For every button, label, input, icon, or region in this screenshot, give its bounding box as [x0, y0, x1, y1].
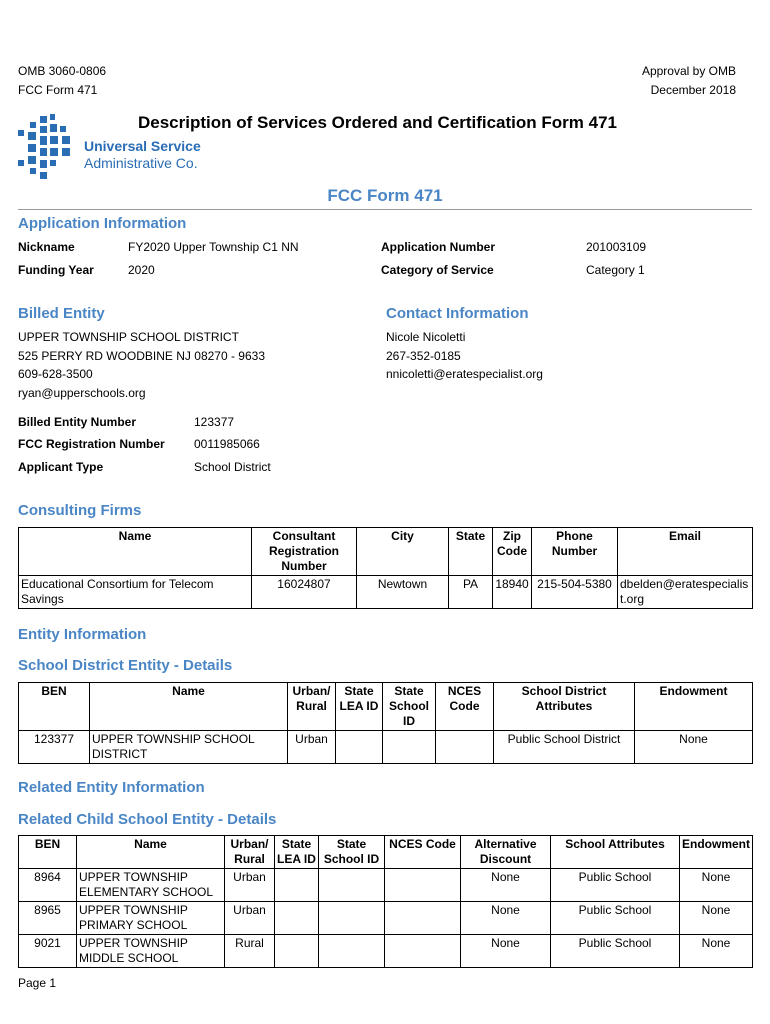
application-heading: Application Information — [18, 215, 187, 232]
col-endowment: Endowment — [680, 836, 753, 869]
col-zip: Zip Code — [493, 528, 532, 576]
child-attributes: Public School — [551, 869, 680, 902]
col-attributes: School Attributes — [551, 836, 680, 869]
child-ben: 8965 — [19, 902, 77, 935]
child-name: UPPER TOWNSHIP ELEMENTARY SCHOOL — [77, 869, 225, 902]
contact-name: Nicole Nicoletti — [386, 330, 466, 344]
child-endowment: None — [680, 935, 753, 968]
billed-entity-address-block — [18, 328, 265, 402]
table-row — [19, 935, 753, 968]
fcc-reg-label: FCC Registration Number — [18, 437, 165, 451]
contact-heading: Contact Information — [386, 305, 529, 322]
table-row — [19, 869, 753, 902]
child-name: UPPER TOWNSHIP MIDDLE SCHOOL — [77, 935, 225, 968]
child-attributes: Public School — [551, 935, 680, 968]
related-header-row — [19, 836, 753, 869]
usac-logo-mark — [14, 114, 76, 184]
col-urban: Urban/ Rural — [288, 683, 336, 731]
district-name: UPPER TOWNSHIP SCHOOL DISTRICT — [90, 731, 288, 764]
form-subtitle: FCC Form 471 — [327, 186, 443, 205]
col-reg: Consultant Registration Number — [252, 528, 357, 576]
school-district-heading: School District Entity - Details — [18, 657, 233, 674]
billed-entity-address: 525 PERRY RD WOODBINE NJ 08270 - 9633 — [18, 348, 265, 363]
col-name: Name — [77, 836, 225, 869]
col-attributes: School District Attributes — [494, 683, 635, 731]
district-lea — [336, 731, 383, 764]
col-state: State — [449, 528, 493, 576]
funding-year-value: 2020 — [128, 263, 155, 277]
col-ben: BEN — [19, 836, 77, 869]
col-email: Email — [618, 528, 753, 576]
child-nces — [385, 935, 461, 968]
firm-reg: 16024807 — [252, 576, 357, 609]
district-header-row — [19, 683, 753, 731]
child-lea — [275, 902, 319, 935]
child-endowment: None — [680, 902, 753, 935]
category-label: Category of Service — [381, 263, 494, 277]
consulting-table — [18, 527, 753, 609]
fcc-reg-value: 0011985066 — [194, 437, 260, 451]
district-urban: Urban — [288, 731, 336, 764]
document-title: Description of Services Ordered and Certification Form 471 — [138, 113, 617, 132]
funding-year-label: Funding Year — [18, 263, 94, 277]
table-row — [19, 902, 753, 935]
school-district-table — [18, 682, 753, 764]
child-discount: None — [461, 869, 551, 902]
child-ben: 8964 — [19, 869, 77, 902]
logo-line-1: Universal Service — [84, 138, 201, 154]
approval-label: Approval by OMB — [641, 64, 736, 78]
firm-email: dbelden@eratespecialist.org — [618, 576, 753, 609]
approval-date: December 2018 — [650, 83, 736, 97]
application-number-value: 201003109 — [586, 240, 647, 254]
col-lea: State LEA ID — [336, 683, 383, 731]
firm-name: Educational Consortium for Telecom Savings — [19, 576, 252, 609]
col-endowment: Endowment — [635, 683, 753, 731]
form-number: FCC Form 471 — [18, 83, 98, 97]
page-number: Page 1 — [18, 976, 57, 990]
logo-line-2: Administrative Co. — [84, 155, 198, 171]
child-school-id — [319, 869, 385, 902]
ben-label: Billed Entity Number — [18, 415, 137, 429]
district-attributes: Public School District — [494, 731, 635, 764]
child-discount: None — [461, 935, 551, 968]
contact-phone: 267-352-0185 — [386, 348, 461, 363]
col-city: City — [357, 528, 449, 576]
col-ben: BEN — [19, 683, 90, 731]
child-discount: None — [461, 902, 551, 935]
omb-number: OMB 3060-0806 — [18, 64, 107, 78]
nickname-label: Nickname — [18, 240, 75, 254]
child-lea — [275, 869, 319, 902]
contact-email: nnicoletti@eratespecialist.org — [386, 367, 543, 381]
col-name: Name — [19, 528, 252, 576]
child-school-id — [319, 902, 385, 935]
consulting-heading: Consulting Firms — [18, 502, 142, 519]
col-lea: State LEA ID — [275, 836, 319, 869]
col-nces: NCES Code — [385, 836, 461, 869]
col-school-id: State School ID — [319, 836, 385, 869]
child-attributes: Public School — [551, 902, 680, 935]
related-heading: Related Entity Information — [18, 779, 205, 796]
firm-phone: 215-504-5380 — [532, 576, 618, 609]
firm-state: PA — [449, 576, 493, 609]
child-lea — [275, 935, 319, 968]
billed-entity-email: ryan@upperschools.org — [18, 385, 146, 400]
col-nces: NCES Code — [436, 683, 494, 731]
category-value: Category 1 — [586, 263, 645, 277]
contact-block — [386, 328, 543, 384]
billed-entity-phone: 609-628-3500 — [18, 367, 93, 381]
child-nces — [385, 869, 461, 902]
col-discount: Alternative Discount — [461, 836, 551, 869]
related-child-heading: Related Child School Entity - Details — [18, 811, 277, 828]
child-ben: 9021 — [19, 935, 77, 968]
billed-entity-name: UPPER TOWNSHIP SCHOOL DISTRICT — [18, 330, 239, 344]
col-phone: Phone Number — [532, 528, 618, 576]
related-child-table — [18, 835, 753, 968]
col-name: Name — [90, 683, 288, 731]
header-rule — [18, 209, 752, 210]
district-ben: 123377 — [19, 731, 90, 764]
firm-zip: 18940 — [493, 576, 532, 609]
child-urban: Rural — [225, 935, 275, 968]
child-urban: Urban — [225, 902, 275, 935]
col-urban: Urban/ Rural — [225, 836, 275, 869]
usac-logo-icon — [14, 114, 76, 184]
applicant-type-label: Applicant Type — [18, 460, 104, 474]
entity-heading: Entity Information — [18, 626, 147, 643]
billed-entity-heading: Billed Entity — [18, 305, 105, 322]
child-school-id — [319, 935, 385, 968]
application-number-label: Application Number — [381, 240, 496, 254]
table-row — [19, 576, 753, 609]
child-name: UPPER TOWNSHIP PRIMARY SCHOOL — [77, 902, 225, 935]
ben-value: 123377 — [194, 415, 235, 429]
nickname-value: FY2020 Upper Township C1 NN — [128, 240, 299, 254]
child-nces — [385, 902, 461, 935]
child-urban: Urban — [225, 869, 275, 902]
district-school-id — [383, 731, 436, 764]
firm-city: Newtown — [357, 576, 449, 609]
district-nces — [436, 731, 494, 764]
child-endowment: None — [680, 869, 753, 902]
consulting-header-row — [19, 528, 753, 576]
col-school-id: State School ID — [383, 683, 436, 731]
table-row — [19, 731, 753, 764]
district-endowment: None — [635, 731, 753, 764]
applicant-type-value: School District — [194, 460, 271, 474]
